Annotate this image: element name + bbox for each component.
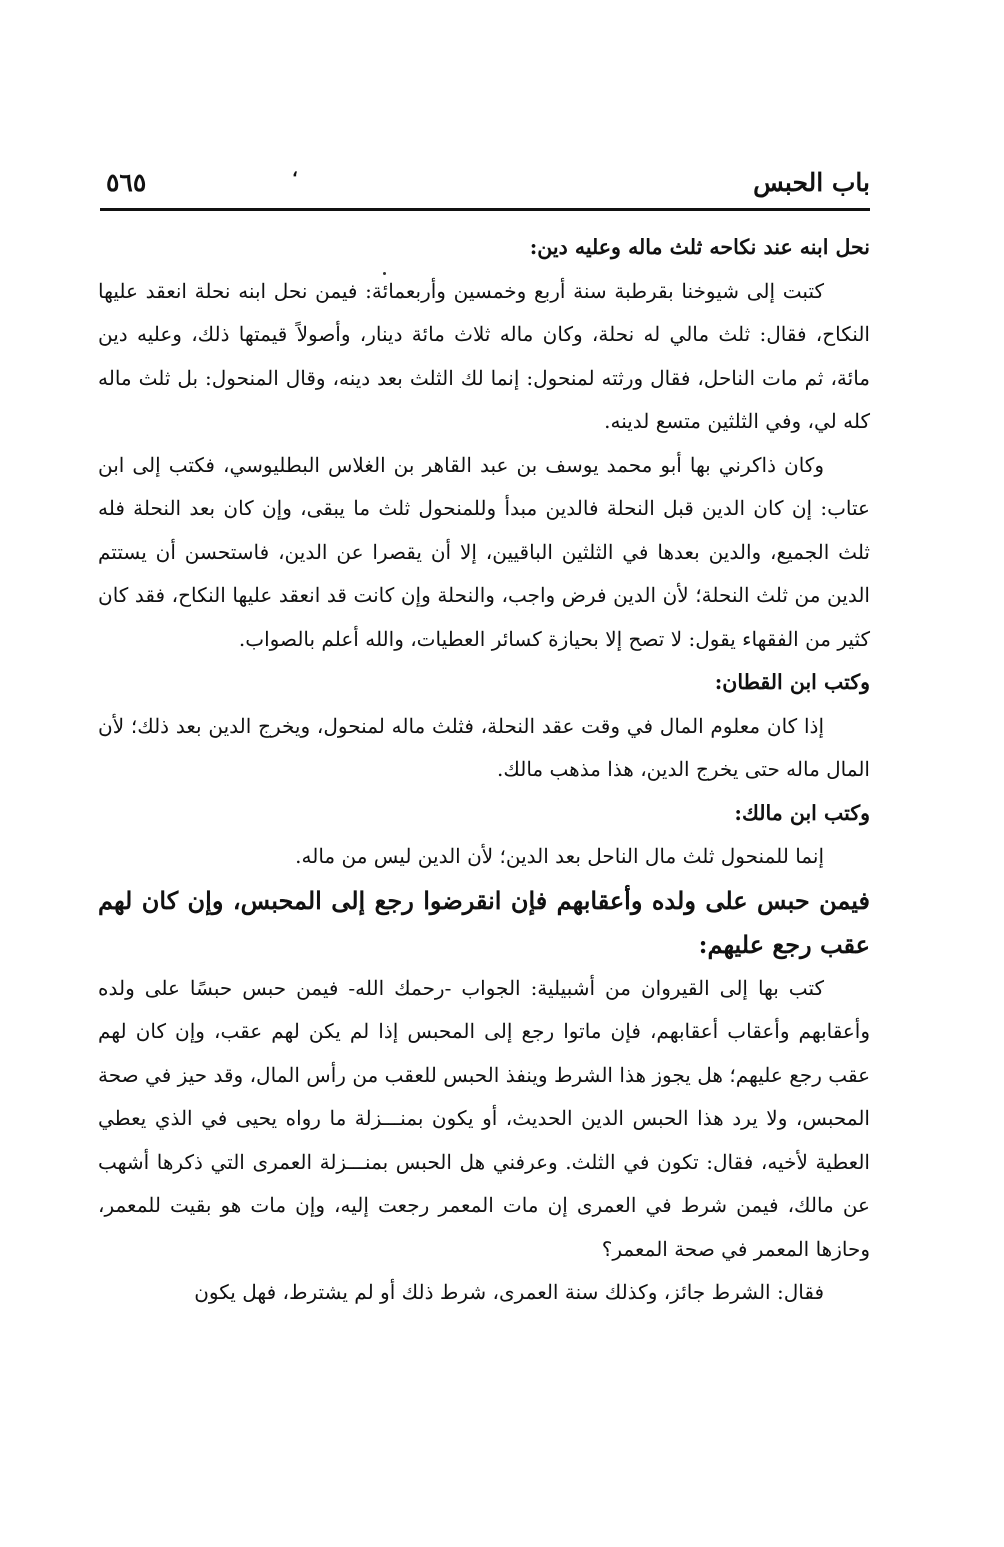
paragraph: كتبت إلى شيوخنا بقرطبة سنة أربع وخمسين وأربعمائة: فيمن نحل ابنه نحلة انعقد عليها النكاح، فقال: ثلث مالي له نحلة، وكان ماله ثلاث مائة دينار، وأصولاً قيمتها ذلك، وعليه دين مائة، ثم مات الناحل، فقال ورثته لمنحول: إنما لك الثلث بعد دينه، وقال المنحول: بل ثلث ماله كله لي، وفي الثلثين متسع لدينه. (98, 278, 870, 433)
paragraph: إنما للمنحول ثلث مال الناحل بعد الدين؛ لأن الدين ليس من ماله. (295, 844, 824, 868)
paragraph: فقال: الشرط جائز، وكذلك سنة العمرى، شرط ذلك أو لم يشترط، فهل يكون (194, 1280, 824, 1304)
page-header (100, 160, 870, 208)
header-divider (100, 208, 870, 211)
chapter-title: باب الحبس (753, 168, 870, 197)
header-mark: ، (292, 160, 298, 181)
paragraph: إذا كان معلوم المال في وقت عقد النحلة، فثلث ماله لمنحول، ويخرج الدين بعد ذلك؛ لأن المال ماله حتى يخرج الدين، هذا مذهب مالك. (98, 713, 870, 781)
section-heading: وكتب ابن القطان: (714, 670, 870, 694)
section-heading: نحل ابنه عند نكاحه ثلث ماله وعليه دين: (529, 235, 870, 259)
section-heading: وكتب ابن مالك: (734, 800, 870, 825)
main-heading: فيمن حبس على ولده وأعقابهم فإن انقرضوا رجع إلى المحبس، وإن كان لهم عقب رجع عليهم: (98, 885, 870, 959)
page-number: ٥٦٥ (106, 168, 147, 197)
page-body (98, 226, 870, 1315)
paragraph: وكان ذاكرني بها أبو محمد يوسف بن عبد القاهر بن الغلاس البطليوسي، فكتب إلى ابن عتاب: إن كان الدين قبل النحلة فالدين مبدأ وللمنحول ثلث ما يبقى، وإن كان بعد النحلة فله ثلث الجميع، والدين بعدها في الثلثين الباقيين، إلا أن يقصرا عن الدين، فاستحسن أن يستتم الدين من ثلث النحلة؛ لأن الدين فرض واجب، والنحلة وإن كانت قد انعقد عليها النكاح، فقد كان كثير من الفقهاء يقول: لا تصح إلا بحيازة كسائر العطيات، والله أعلم بالصواب. (98, 452, 871, 651)
paragraph: كتب بها إلى القيروان من أشبيلية: الجواب -رحمك الله- فيمن حبس حبسًا على ولده وأعقابهم وأعقاب أعقابهم، فإن ماتوا رجع إلى المحبس إذا لم يكن لهم عقب، وإن كان لهم عقب رجع عليهم؛ هل يجوز هذا الشرط وينفذ الحبس للعقب من رأس المال، وقد حيز في صحة المحبس، ولا يرد هذا الحبس الدين الحديث، أو يكون بمنـــزلة ما رواه يحيى في الذي يعطي العطية لأخيه، فقال: تكون في الثلث. وعرفني هل الحبس بمنـــزلة العمرى التي ذكرها أشهب عن مالك، فيمن شرط في العمرى إن مات المعمر رجعت إليه، وإن مات هو بقيت للمعمر، وحازها المعمر في صحة المعمر؟ (98, 975, 870, 1261)
